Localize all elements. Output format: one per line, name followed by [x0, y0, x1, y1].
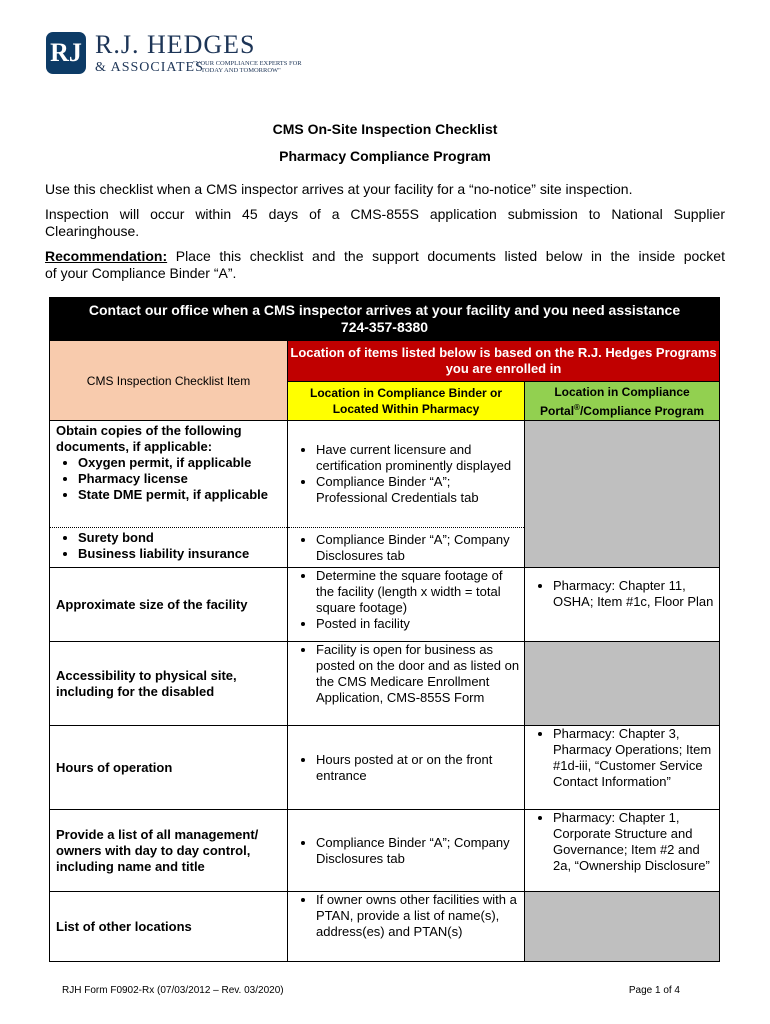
recommendation-label: Recommendation: — [45, 248, 168, 264]
list-item: • Posted in facility — [316, 616, 520, 632]
checklist-item-other-locations: List of other locations — [50, 892, 288, 962]
logo-mark-icon: RJ — [46, 32, 86, 74]
list-item: • Compliance Binder “A”; Professional Credentials tab — [316, 474, 520, 506]
list-item: • State DME permit, if applicable — [78, 487, 277, 503]
company-logo — [46, 30, 306, 80]
location-column-header: Location of items listed below is based on the R.J. Hedges Programs you are enrolled in — [288, 341, 720, 382]
list-item: • Oxygen permit, if applicable — [78, 455, 277, 471]
checklist-item-hours: Hours of operation — [50, 726, 288, 810]
list-item: • Pharmacy: Chapter 1, Corporate Structure and Governance; Item #2 and 2a, “Ownership Disclosure” — [553, 810, 715, 874]
empty-portal-cell — [525, 892, 720, 962]
binder-cell — [288, 642, 525, 726]
list-item: • Pharmacy: Chapter 11, OSHA; Item #1c, Floor Plan — [553, 578, 715, 610]
contact-banner: Contact our office when a CMS inspector arrives at your facility and you need assistance 724-357-8380 — [50, 298, 720, 341]
form-number: RJH Form F0902-Rx (07/03/2012 – Rev. 03/2020) — [62, 985, 284, 996]
empty-portal-cell — [525, 642, 720, 726]
binder-cell — [288, 528, 525, 568]
empty-portal-cell — [525, 421, 720, 568]
list-item: • Determine the square footage of the facility (length x width = total square footage) — [316, 568, 520, 616]
inspection-text-line2: Clearinghouse. — [45, 223, 140, 239]
list-item: • Facility is open for business as posted on the door and as listed on the CMS Medicare Enrollment Application, CMS-855S Form — [316, 642, 520, 706]
binder-column-header: Location in Compliance Binder or Located Within Pharmacy — [288, 382, 525, 421]
checklist-item-bond-insurance — [50, 528, 288, 568]
list-item: • Pharmacy: Chapter 3, Pharmacy Operations; Item #1d-iii, “Customer Service Contact Information” — [553, 726, 715, 790]
checklist-item-documents: Obtain copies of the following documents, if applicable: • Oxygen permit, if applicable • Pharmacy license • State DME permit, if applicable — [50, 421, 288, 528]
document-subtitle: Pharmacy Compliance Program — [279, 148, 491, 164]
binder-cell — [288, 810, 525, 892]
list-item: • If owner owns other facilities with a PTAN, provide a list of name(s), address(es) and PTAN(s) — [316, 892, 520, 940]
list-item: • Business liability insurance — [78, 546, 277, 562]
checklist-item-management: Provide a list of all management/ owners with day to day control, including name and title — [50, 810, 288, 892]
list-item: • Pharmacy license — [78, 471, 277, 487]
page-number: Page 1 of 4 — [628, 985, 680, 996]
portal-cell — [525, 726, 720, 810]
list-item: • Compliance Binder “A”; Company Disclosures tab — [316, 532, 520, 564]
portal-cell — [525, 810, 720, 892]
checklist-item-facility-size: Approximate size of the facility — [50, 568, 288, 642]
binder-cell — [288, 892, 525, 962]
recommendation-line2: of your Compliance Binder “A”. — [45, 265, 237, 281]
list-item: • Hours posted at or on the front entrance — [316, 752, 520, 784]
list-item: • Have current licensure and certification prominently displayed — [316, 442, 520, 474]
intro-text: Use this checklist when a CMS inspector arrives at your facility for a “no-notice” site inspection. — [45, 181, 633, 197]
logo-name: R.J. HEDGES — [95, 30, 256, 59]
checklist-table — [49, 297, 720, 962]
item-column-header: CMS Inspection Checklist Item — [50, 341, 288, 421]
list-item: • Surety bond — [78, 530, 277, 546]
binder-cell — [288, 726, 525, 810]
binder-cell — [288, 568, 525, 642]
logo-associates: & ASSOCIATES — [95, 60, 204, 75]
list-item: • Compliance Binder “A”; Company Disclosures tab — [316, 835, 520, 867]
portal-cell — [525, 568, 720, 642]
inspection-text-line1: Inspection will occur within 45 days of a CMS-855S application submission to National Supplier — [45, 206, 725, 222]
binder-cell — [288, 421, 525, 528]
portal-column-header: Location in Compliance Portal®/Compliance Program — [525, 382, 720, 421]
logo-tagline: "YOUR COMPLIANCE EXPERTS FOR TODAY AND TOMORROW" — [193, 60, 302, 74]
recommendation-line1: Recommendation: Place this checklist and the support documents listed below in the inside pocket — [45, 248, 725, 264]
contact-phone: 724-357-8380 — [340, 319, 429, 335]
checklist-item-accessibility: Accessibility to physical site, including for the disabled — [50, 642, 288, 726]
document-title: CMS On-Site Inspection Checklist — [272, 121, 498, 137]
